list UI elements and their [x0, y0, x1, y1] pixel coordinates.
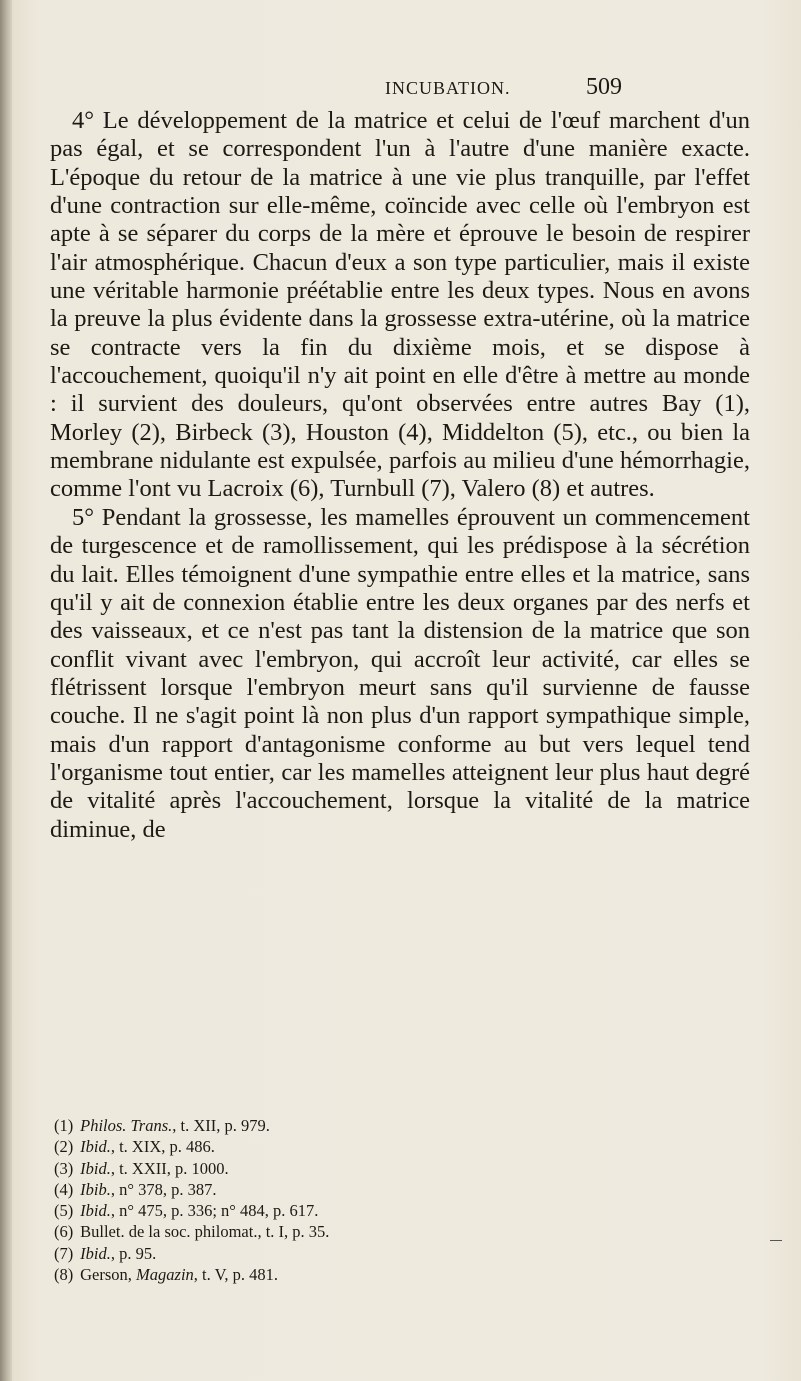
page-header — [50, 74, 720, 104]
paragraph-4: 4° Le développement de la matrice et celui de l'œuf marchent d'un pas égal, et se correspondent l'un à l'autre d'une manière exacte. L'époque du retour de la matrice à une vie plus tranquille, par l'effet d'une contraction sur elle-même, coïncide avec celle où l'embryon est apte à se séparer du corps de la mère et éprouve le besoin de respirer l'air atmosphérique. Chacun d'eux a son type particulier, mais il existe une véritable harmonie préétablie entre les deux types. Nous en avons la preuve la plus évidente dans la grossesse extra-utérine, où la matrice se contracte vers la fin du dixième mois, et se dispose à l'accouchement, quoiqu'il n'y ait point en elle d'être à mettre au monde : il survient des douleurs, qu'ont observées entre autres Bay (1), Morley (2), Birbeck (3), Houston (4), Middelton (5), etc., ou bien la membrane nidulante est expulsée, parfois au milieu d'une hémorrhagie, comme l'ont vu Lacroix (6), Turnbull (7), Valero (8) et autres. — [50, 107, 750, 503]
footnote: (3) Ibid., t. XXII, p. 1000. — [54, 1158, 229, 1178]
footnote: (7) Ibid., p. 95. — [54, 1243, 157, 1263]
footnote: (1) Philos. Trans., t. XII, p. 979. — [54, 1116, 270, 1135]
page-binding-edge — [0, 0, 12, 1381]
running-head: INCUBATION. — [385, 78, 511, 98]
footnote: (2) Ibid., t. XIX, p. 486. — [54, 1137, 215, 1157]
footnote: (8) Gerson, Magazin, t. V, p. 481. — [54, 1265, 278, 1285]
footnote: (4) Ibib., n° 378, p. 387. — [54, 1179, 217, 1199]
footnotes — [50, 1115, 610, 1285]
footnote: (6) Bullet. de la soc. philomat., t. I, p. 35. — [54, 1222, 330, 1242]
paragraph-5: 5° Pendant la grossesse, les mamelles éprouvent un commencement de turgescence et de ramollissement, qui les prédispose à la sécrétion du lait. Elles témoignent d'une sympathie entre elles et la matrice, sans qu'il y ait de connexion établie entre les deux organes par des nerfs et des vaisseaux, et ce n'est pas tant la distension de la matrice que son conflit vivant avec l'embryon, qui accroît leur activité, car elles se flétrissent lorsque l'embryon meurt sans qu'il survienne de fausse couche. Il ne s'agit point là non plus d'un rapport sympathique simple, mais d'un rapport d'antagonisme conforme au but vers lequel tend l'organisme tout entier, car les mamelles atteignent leur plus haut degré de vitalité après l'accouchement, lorsque la vitalité de la matrice diminue, de — [50, 503, 750, 843]
page-number: 509 — [586, 74, 622, 100]
main-text — [50, 107, 750, 844]
footnote: (5) Ibid., n° 475, p. 336; n° 484, p. 617. — [54, 1201, 319, 1221]
margin-mark — [770, 1240, 782, 1241]
